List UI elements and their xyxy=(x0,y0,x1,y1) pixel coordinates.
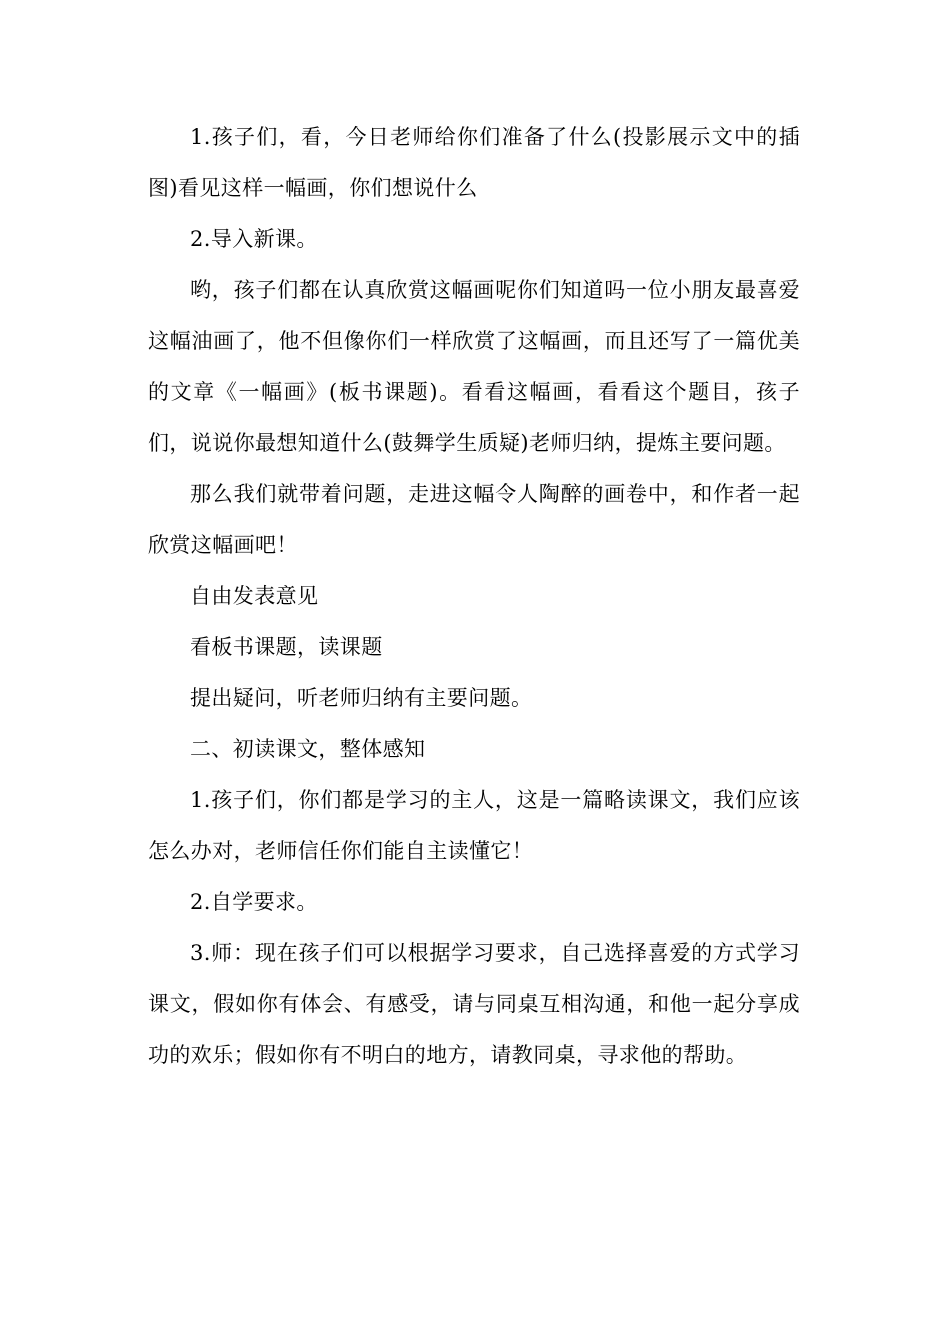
paragraph-9: 1.孩子们，你们都是学习的主人，这是一篇略读课文，我们应该怎么办对，老师信任你们能自主读懂它！ xyxy=(148,788,800,863)
paragraph-1: 1.孩子们，看，今日老师给你们准备了什么(投影展示文中的插图)看见这样一幅画，你们想说什么 xyxy=(148,125,800,200)
paragraph-3: 哟，孩子们都在认真欣赏这幅画呢你们知道吗一位小朋友最喜爱这幅油画了，他不但像你们一样欣赏了这幅画，而且还写了一篇优美的文章《一幅画》(板书课题)。看看这幅画，看看这个题目，孩子们，说说你最想知道什么(鼓舞学生质疑)老师归纳，提炼主要问题。 xyxy=(148,278,800,455)
document-body xyxy=(148,112,800,1081)
paragraph-5: 自由发表意见 xyxy=(190,584,319,608)
paragraph-6: 看板书课题，读课题 xyxy=(190,635,383,659)
paragraph-4: 那么我们就带着问题，走进这幅令人陶醉的画卷中，和作者一起欣赏这幅画吧！ xyxy=(148,482,800,557)
paragraph-10: 2.自学要求。 xyxy=(190,890,318,914)
paragraph-7: 提出疑问，听老师归纳有主要问题。 xyxy=(190,686,533,710)
section-heading: 二、初读课文，整体感知 xyxy=(190,737,426,761)
paragraph-2: 2.导入新课。 xyxy=(190,227,318,251)
paragraph-11: 3.师：现在孩子们可以根据学习要求，自己选择喜爱的方式学习课文，假如你有体会、有感受，请与同桌互相沟通，和他一起分享成功的欢乐；假如你有不明白的地方，请教同桌，寻求他的帮助。 xyxy=(148,941,800,1067)
